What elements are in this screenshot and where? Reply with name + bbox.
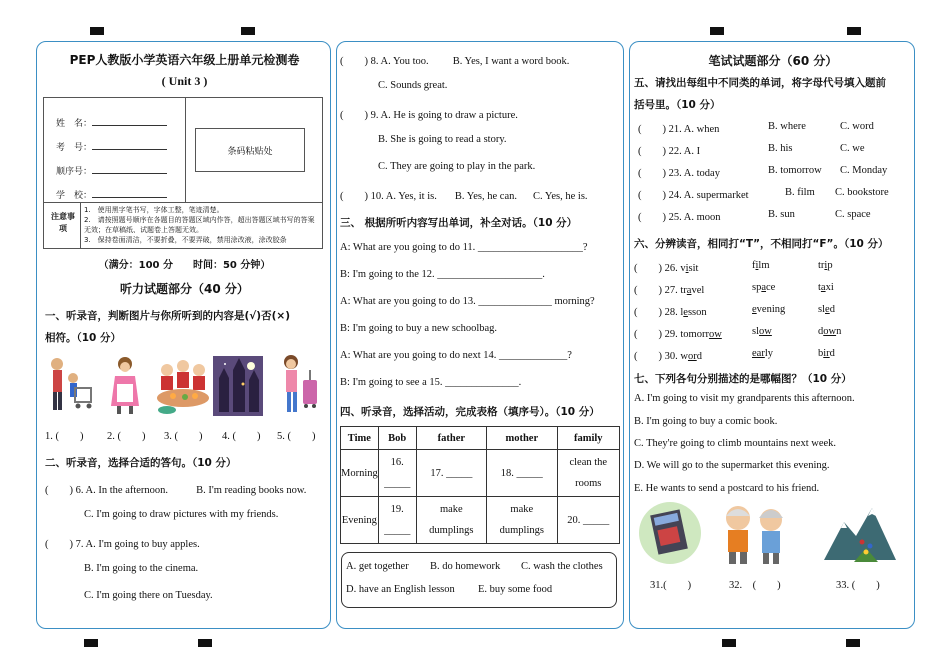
mother-cooking-picture (107, 354, 147, 416)
column-header: Time (341, 427, 379, 450)
barcode-area: 条码粘贴处 (195, 128, 305, 172)
listening-section-title: 听力试题部分（40 分） (120, 282, 249, 296)
q6-item-30: ( ) 30. word (634, 351, 702, 362)
school-field[interactable]: 学 校： (56, 188, 167, 201)
student-info-box (43, 97, 323, 249)
notice-item: 3. 保持卷面清洁，不要折叠，不要弄破，禁用涂改液，涂改胶条 (84, 236, 287, 244)
q2-option-a: ( ) 6. A. In the afternoon. (45, 485, 169, 496)
q7-answer-33[interactable]: 33. ( ) (836, 580, 880, 591)
table-cell: Morning (341, 450, 379, 497)
travel-girl-picture (277, 352, 323, 416)
shopping-family-picture (45, 354, 95, 416)
table-header-row (341, 427, 620, 450)
q2-option-c: C. I'm going there on Tuesday. (84, 590, 213, 601)
middle-panel (336, 41, 624, 629)
q5-option-c: C. word (840, 121, 874, 132)
q5-option-b: B. where (768, 121, 806, 132)
q2-title: 二、听录音，选择合适的答句。（10 分） (45, 457, 237, 469)
q1-answer-4[interactable]: 4. ( ) (222, 431, 261, 442)
q7-answer-32[interactable]: 32. ( ) (729, 580, 781, 591)
notice-label: 注意事项 (51, 212, 75, 233)
q6-item-27: ( ) 27. travel (634, 285, 705, 296)
activity-option: C. wash the clothes (521, 561, 603, 572)
table-cell[interactable]: 16. _____ (378, 450, 416, 497)
notice-list (84, 205, 316, 245)
q6-word: sled (818, 304, 835, 315)
unit-label: ( Unit 3 ) (161, 74, 208, 88)
notice-item: 1. 使用黑字笔书写，字体工整，笔迹清楚。 (84, 206, 224, 214)
table-cell: make dumplings (487, 497, 557, 544)
q6-item-26: ( ) 26. visit (634, 263, 699, 274)
q5-option-c: C. we (840, 143, 865, 154)
q6-item-29: ( ) 29. tomorrow (634, 329, 722, 340)
q2-option-b: B. She is going to read a story. (378, 134, 507, 145)
q6-word: evening (752, 304, 786, 315)
table-cell[interactable]: 17. _____ (416, 450, 486, 497)
q7-sentence: D. We will go to the supermarket this evening. (634, 460, 830, 471)
q1-title-line1: 一、听录音，判断图片与你所听到的内容是(√)否(×) (45, 310, 290, 322)
score-time: （满分：100 分 时间：50 分钟） (98, 260, 271, 271)
registration-mark (84, 639, 98, 647)
registration-mark (847, 27, 861, 35)
q6-word: slow (752, 326, 772, 337)
table-cell[interactable]: 19. _____ (378, 497, 416, 544)
castle-picture (213, 356, 263, 416)
order-number-field[interactable]: 顺序号： (56, 164, 167, 177)
q5-option-b: B. sun (768, 209, 795, 220)
q1-answer-2[interactable]: 2. ( ) (107, 431, 146, 442)
table-row (341, 450, 620, 497)
q5-option-c: C. space (835, 209, 871, 220)
right-panel (629, 41, 915, 629)
q2-option-b: B. I'm reading books now. (196, 485, 307, 496)
q6-word: bird (818, 348, 835, 359)
table-cell: Evening (341, 497, 379, 544)
table-row (341, 497, 620, 544)
q6-item-28: ( ) 28. lesson (634, 307, 707, 318)
column-header: family (557, 427, 619, 450)
q1-answer-1[interactable]: 1. ( ) (45, 431, 84, 442)
q6-title: 六、分辨读音，相同打“T”，不相同打“F”。（10 分） (634, 238, 889, 250)
q5-option-b: B. film (785, 187, 815, 198)
q6-word: trip (818, 260, 833, 271)
dialogue-line[interactable]: A: What are you going to do 13. ______________ morning? (340, 296, 595, 307)
q2-item-7: ( ) 7. A. I'm going to buy apples. (45, 539, 200, 550)
registration-mark (90, 27, 104, 35)
activity-option: B. do homework (430, 561, 501, 572)
q5-item-24: ( ) 24. A. supermarket (638, 190, 749, 201)
q5-option-c: C. bookstore (835, 187, 889, 198)
table-cell: make dumplings (416, 497, 486, 544)
dialogue-line[interactable]: A: What are you going to do next 14. _____________? (340, 350, 572, 361)
exam-number-field[interactable]: 考 号： (56, 140, 167, 153)
q2-item-8: ( ) 8. A. You too. B. Yes, I want a word book. (340, 56, 570, 67)
q2-item-9: ( ) 9. A. He is going to draw a picture. (340, 110, 518, 121)
family-dinner-picture (155, 358, 211, 416)
q5-option-c: C. Monday (840, 165, 888, 176)
q5-item-21: ( ) 21. A. when (638, 124, 720, 135)
q7-answer-31[interactable]: 31.( ) (650, 580, 692, 591)
left-panel (36, 41, 331, 629)
dialogue-line[interactable]: B: I'm going to see a 15. ______________. (340, 377, 522, 388)
q6-word: early (752, 348, 773, 359)
q2-item-6 (45, 482, 306, 497)
q3-title: 三、 根据所听内容写出单词，补全对话。（10 分） (340, 217, 578, 229)
q7-sentence: C. They're going to climb mountains next week. (634, 438, 837, 449)
activity-option: D. have an English lesson (346, 584, 455, 595)
mountain-climbing-picture (824, 502, 904, 566)
q2-option-c: C. I'm going to draw pictures with my friends. (84, 509, 279, 520)
comic-book-picture (638, 500, 702, 566)
q5-title-line2: 括号里。（10 分） (634, 99, 721, 111)
q5-item-23: ( ) 23. A. today (638, 168, 720, 179)
q2-item-10: ( ) 10. A. Yes, it is. B. Yes, he can. C. Yes, he is. (340, 191, 588, 202)
activity-table (340, 426, 620, 544)
q1-answer-5[interactable]: 5. ( ) (277, 431, 316, 442)
written-section-title: 笔试试题部分（60 分） (708, 54, 838, 68)
dialogue-line[interactable]: B: I'm going to the 12. ____________________. (340, 269, 545, 280)
q6-word: space (752, 282, 776, 293)
q6-word: film (752, 260, 770, 271)
column-header: mother (487, 427, 557, 450)
q5-item-25: ( ) 25. A. moon (638, 212, 721, 223)
registration-mark (198, 639, 212, 647)
q7-title: 七、下列各句分别描述的是哪幅图？（10 分） (634, 373, 852, 385)
q7-sentence: E. He wants to send a postcard to his friend. (634, 483, 820, 494)
q5-item-22: ( ) 22. A. I (638, 146, 701, 157)
q5-option-b: B. tomorrow (768, 165, 822, 176)
dialogue-line: B: I'm going to buy a new schoolbag. (340, 323, 498, 334)
registration-mark (846, 639, 860, 647)
activity-option: A. get together (346, 561, 409, 572)
q1-title-line2: 相符。（10 分） (45, 332, 122, 344)
exam-title: PEP人教版小学英语六年级上册单元检测卷 (69, 53, 300, 67)
q2-option-c: C. They are going to play in the park. (378, 161, 536, 172)
q6-word: down (818, 326, 842, 337)
q1-answer-3[interactable]: 3. ( ) (164, 431, 203, 442)
registration-mark (710, 27, 724, 35)
activity-options-box (341, 552, 617, 608)
q4-title: 四、听录音，选择活动，完成表格（填序号）。（10 分） (340, 406, 600, 418)
grandparents-picture (716, 502, 796, 566)
activity-option: E. buy some food (478, 584, 553, 595)
q2-option-b: B. I'm going to the cinema. (84, 563, 199, 574)
q2-option-c: C. Sounds great. (378, 80, 448, 91)
table-cell[interactable]: 18. _____ (487, 450, 557, 497)
q5-option-b: B. his (768, 143, 793, 154)
name-field[interactable]: 姓 名： (56, 116, 167, 129)
q5-title-line1: 五、请找出每组中不同类的单词，将字母代号填入题前 (634, 77, 886, 89)
dialogue-line[interactable]: A: What are you going to do 11. ____________________? (340, 242, 588, 253)
column-header: Bob (378, 427, 416, 450)
registration-mark (241, 27, 255, 35)
column-header: father (416, 427, 486, 450)
table-cell: clean the rooms (557, 450, 619, 497)
q7-sentence: A. I'm going to visit my grandparents this afternoon. (634, 393, 855, 404)
q7-sentence: B. I'm going to buy a comic book. (634, 416, 778, 427)
q6-word: taxi (818, 282, 834, 293)
table-cell[interactable]: 20. _____ (557, 497, 619, 544)
registration-mark (722, 639, 736, 647)
notice-item: 2. 请按照题号顺序在各题目的答题区域内作答，超出答题区域书写的答案无效；在草稿纸、试题卷上答题无效。 (84, 216, 315, 234)
